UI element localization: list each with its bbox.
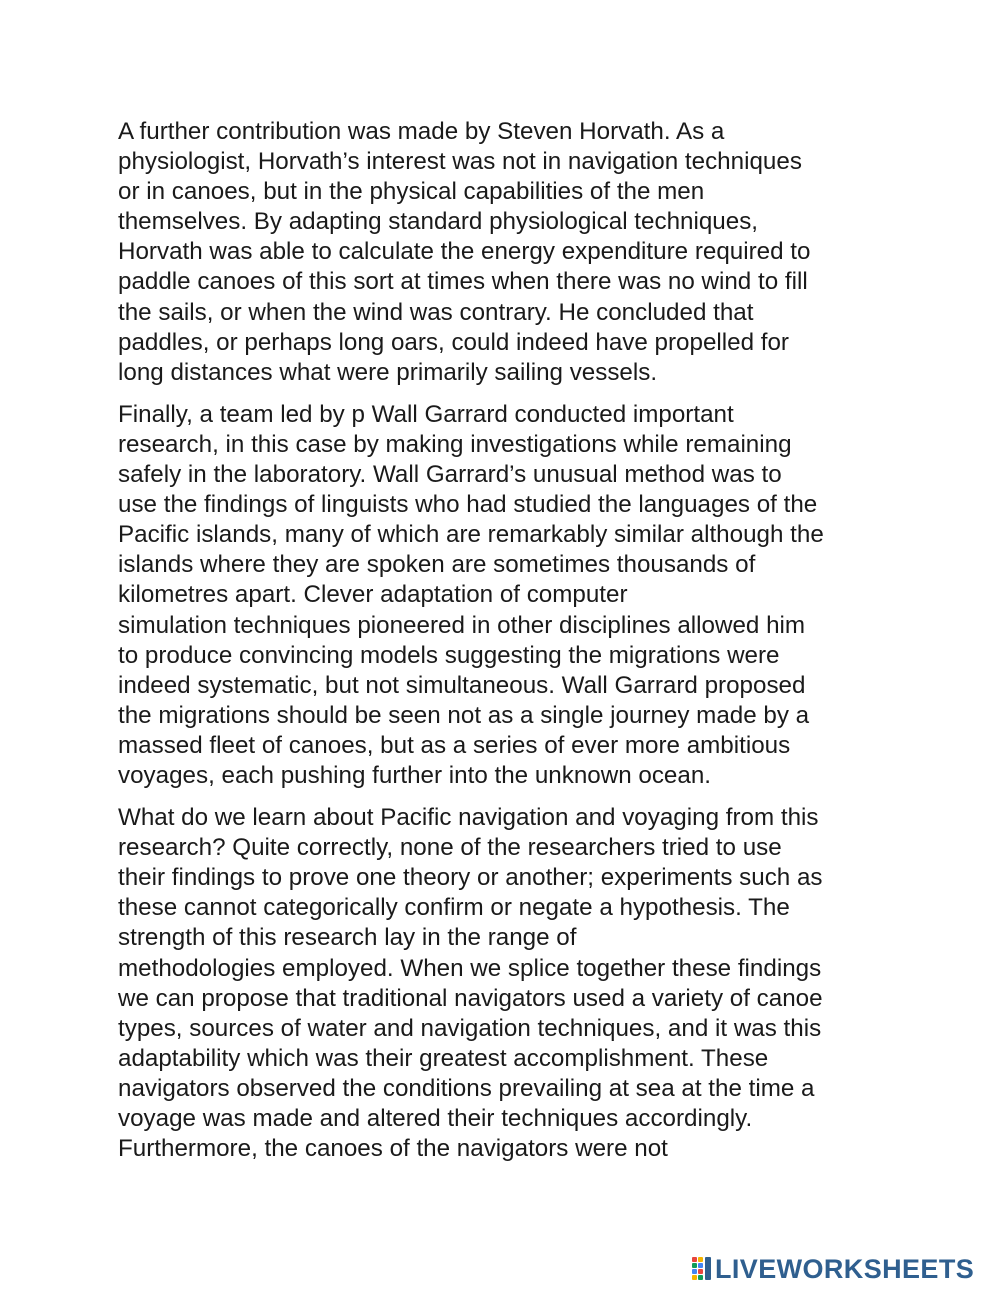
text-line: the migrations should be seen not as a single journey made by a bbox=[118, 701, 810, 729]
text-line: indeed systematic, but not simultaneous. Wall Garrard proposed bbox=[118, 671, 806, 699]
text-line: we can propose that traditional navigators used a variety of canoe bbox=[118, 984, 823, 1012]
text-line: What do we learn about Pacific navigation and voyaging from this bbox=[118, 804, 819, 832]
paragraph-horvath bbox=[118, 117, 898, 388]
text-line: islands where they are spoken are sometimes thousands of bbox=[118, 551, 756, 579]
text-line: adaptability which was their greatest accomplishment. These bbox=[118, 1044, 769, 1072]
text-line: long distances what were primarily sailing vessels. bbox=[118, 358, 658, 386]
text-line: voyage was made and altered their techniques accordingly. bbox=[118, 1105, 753, 1132]
text-line: or in canoes, but in the physical capabilities of the men bbox=[118, 178, 705, 206]
text-line: A further contribution was made by Steven Horvath. As a bbox=[118, 118, 725, 145]
text-line: types, sources of water and navigation techniques, and it was this bbox=[118, 1014, 822, 1042]
text-line: use the findings of linguists who had studied the languages of the bbox=[118, 491, 818, 519]
text-line: massed fleet of canoes, but as a series of ever more ambitious bbox=[118, 731, 791, 759]
text-line: themselves. By adapting standard physiological techniques, bbox=[118, 208, 759, 236]
liveworksheets-logo-icon bbox=[692, 1257, 712, 1281]
paragraph-garrard bbox=[118, 400, 898, 791]
text-line: to produce convincing models suggesting the migrations were bbox=[118, 641, 780, 669]
text-line: physiologist, Horvath’s interest was not in navigation techniques bbox=[118, 148, 802, 176]
text-line: paddle canoes of this sort at times when there was no wind to fill bbox=[118, 268, 808, 296]
text-line: strength of this research lay in the range of bbox=[118, 924, 577, 952]
text-line: voyages, each pushing further into the unknown ocean. bbox=[118, 761, 711, 789]
text-line: simulation techniques pioneered in other disciplines allowed him bbox=[118, 611, 806, 639]
text-line: the sails, or when the wind was contrary. He concluded that bbox=[118, 298, 754, 326]
text-line: Finally, a team led by p Wall Garrard conducted important bbox=[118, 400, 734, 428]
text-line: their findings to prove one theory or another; experiments such as bbox=[118, 864, 823, 892]
text-line: Pacific islands, many of which are remarkably similar although the bbox=[118, 521, 824, 549]
text-line: kilometres apart. Clever adaptation of computer bbox=[118, 581, 628, 609]
liveworksheets-logo bbox=[692, 1254, 974, 1284]
text-line: safely in the laboratory. Wall Garrard’s unusual method was to bbox=[118, 461, 782, 489]
text-line: paddles, or perhaps long oars, could indeed have propelled for bbox=[118, 328, 789, 356]
paragraph-conclusion bbox=[118, 803, 898, 1164]
text-line: navigators observed the conditions prevailing at sea at the time a bbox=[118, 1074, 815, 1102]
text-line: research? Quite correctly, none of the researchers tried to use bbox=[118, 834, 782, 862]
text-line: Horvath was able to calculate the energy expenditure required to bbox=[118, 238, 811, 266]
body-text bbox=[118, 117, 898, 1176]
text-line: Furthermore, the canoes of the navigators were not bbox=[118, 1135, 668, 1163]
logo-wordmark: LIVEWORKSHEETS bbox=[715, 1254, 975, 1284]
text-line: methodologies employed. When we splice together these findings bbox=[118, 954, 822, 982]
text-line: research, in this case by making investigations while remaining bbox=[118, 430, 792, 458]
text-line: these cannot categorically confirm or negate a hypothesis. The bbox=[118, 894, 790, 922]
